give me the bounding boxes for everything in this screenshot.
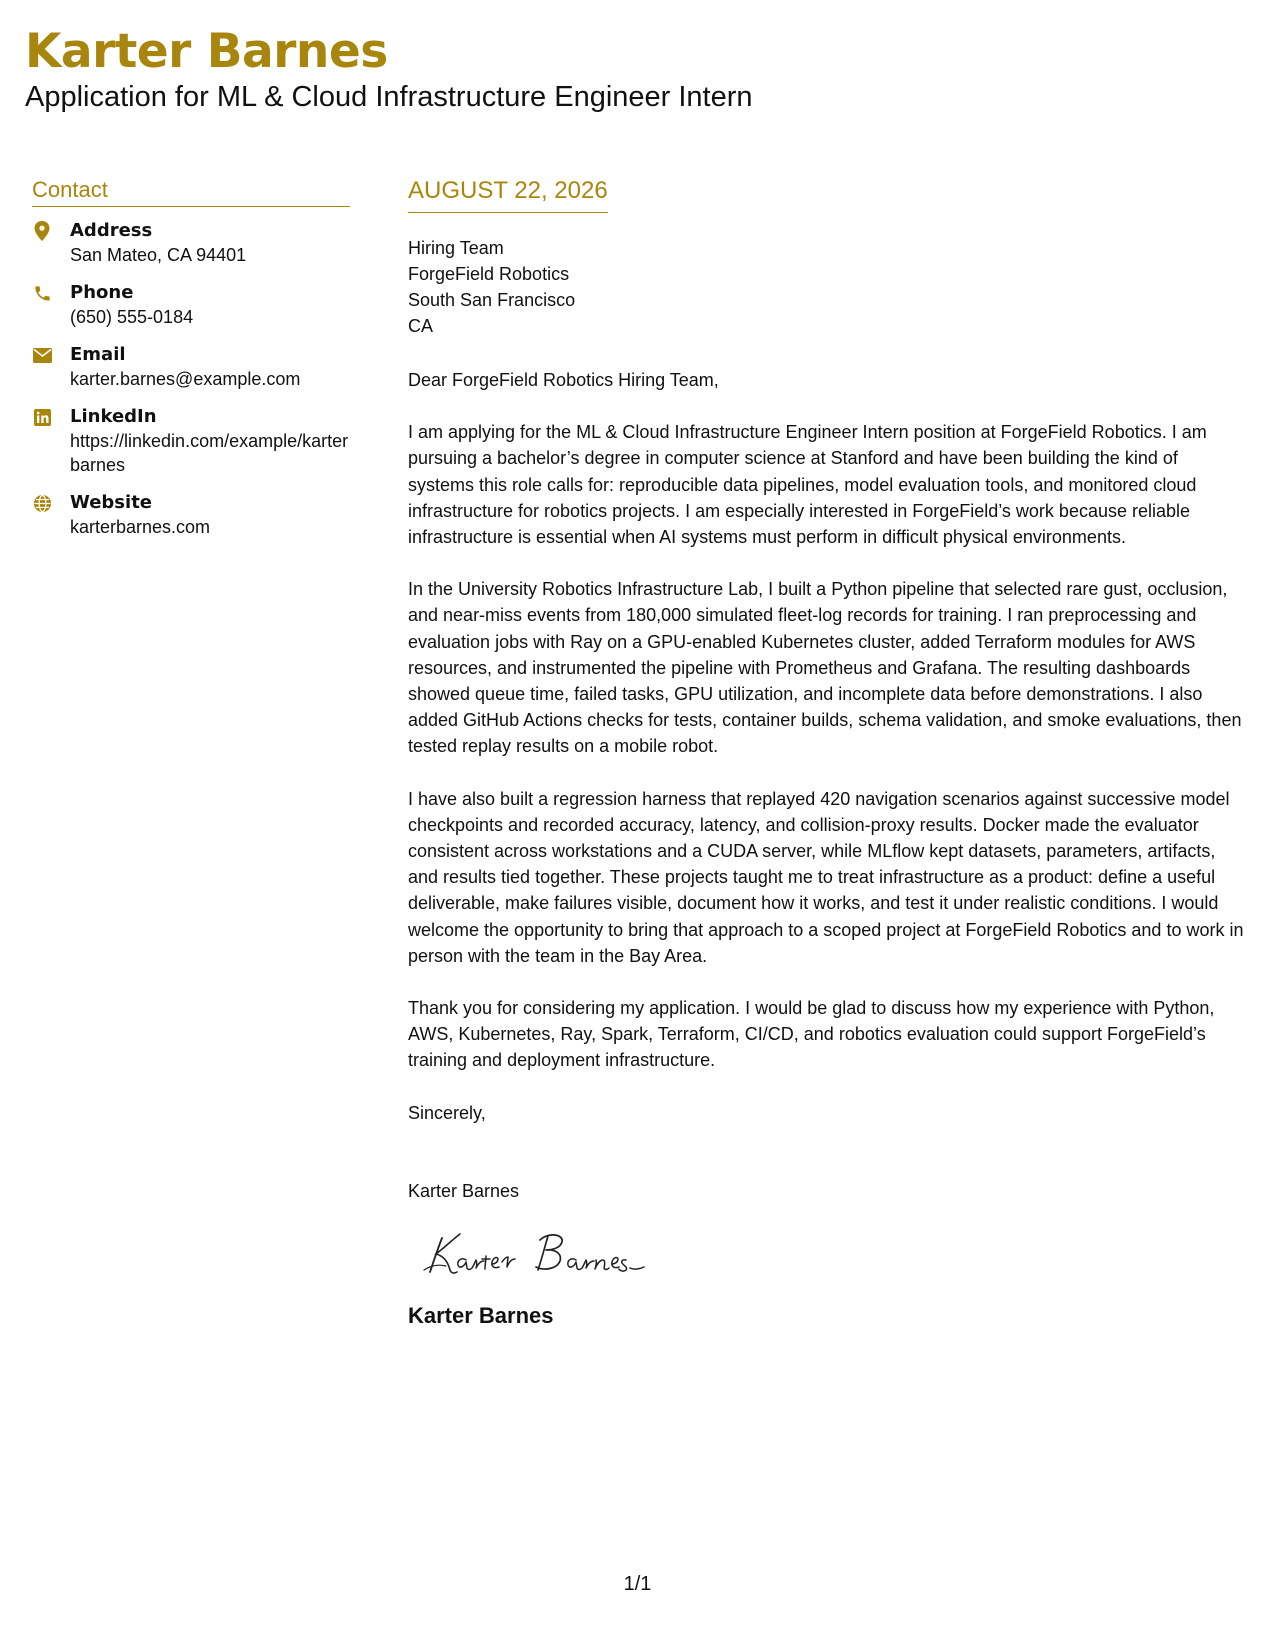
contact-value: karter.barnes@example.com xyxy=(70,369,301,389)
contact-email xyxy=(32,343,352,391)
phone-icon xyxy=(32,283,52,303)
handwritten-signature xyxy=(420,1226,670,1282)
contact-website xyxy=(32,491,352,539)
letter-header xyxy=(25,24,753,114)
contact-value: San Mateo, CA 94401 xyxy=(70,245,247,265)
envelope-icon xyxy=(32,345,52,365)
paragraph-harness: I have also built a regression harness that replayed 420 navigation scenarios against successive model checkpoints and recorded accuracy, latency, and collision-proxy results. Docker made the evaluator consistent across workstations and a CUDA server, while MLflow kept datasets, parameters, artifacts, and results tied together. These projects taught me to treat infrastructure as a product: define a useful deliverable, make failures visible, document how it works, and test it under realistic conditions. I would welcome the opportunity to bring that approach to a scoped project at ForgeField Robotics and to work in person with the team in the Bay Area. xyxy=(408,788,1244,966)
closing: Sincerely, xyxy=(408,1102,486,1123)
paragraph-intro: I am applying for the ML & Cloud Infrastructure Engineer Intern position at ForgeField Robotics. I am pursuing a bachelor’s degree in computer science at Stanford and have been building the kind of systems this role calls for: reproducible data pipelines, model evaluation tools, and monitored cloud infrastructure for robotics projects. I am especially interested in ForgeField’s work because reliable infrastructure is essential when AI systems must perform in difficult physical environments. xyxy=(408,422,1207,548)
recipient-line: South San Francisco xyxy=(408,290,576,310)
applicant-name: Karter Barnes xyxy=(25,24,388,79)
recipient-block xyxy=(408,235,1248,339)
contact-list xyxy=(32,219,352,539)
paragraph-thanks: Thank you for considering my application. I would be glad to discuss how my experience with Python, AWS, Kubernetes, Ray, Spark, Terraform, CI/CD, and robotics evaluation could support ForgeField’s training and deployment infrastructure. xyxy=(408,998,1215,1071)
contact-label: Website xyxy=(70,492,153,513)
contact-linkedin xyxy=(32,405,352,477)
contact-value: (650) 555-0184 xyxy=(70,307,194,327)
page-number: 1/1 xyxy=(623,1573,652,1595)
letter-date: AUGUST 22, 2026 xyxy=(408,176,608,213)
contact-label: LinkedIn xyxy=(70,406,157,427)
contact-sidebar xyxy=(32,176,352,553)
contact-heading: Contact xyxy=(32,176,350,207)
linkedin-icon xyxy=(32,407,52,427)
contact-label: Phone xyxy=(70,282,134,303)
paragraph-lab: In the University Robotics Infrastructure Lab, I built a Python pipeline that selected rare gust, occlusion, and near-miss events from 180,000 simulated fleet-log records for training. I ran preprocessing and evaluation jobs with Ray on a GPU-enabled Kubernetes cluster, added Terraform modules for AWS resources, and instrumented the pipeline with Prometheus and Grafana. The resulting dashboards showed queue time, failed tasks, GPU utilization, and incomplete data before demonstrations. I also added GitHub Actions checks for tests, container builds, schema validation, and smoke evaluations, then tested replay results on a mobile robot. xyxy=(408,579,1242,757)
website-link[interactable]: karterbarnes.com xyxy=(70,517,211,537)
letter-body xyxy=(408,176,1248,1330)
recipient-line: Hiring Team xyxy=(408,238,504,258)
greeting: Dear ForgeField Robotics Hiring Team, xyxy=(408,370,719,390)
map-pin-icon xyxy=(32,221,52,241)
contact-phone xyxy=(32,281,352,329)
application-subtitle: Application for ML & Cloud Infrastructure Engineer Intern xyxy=(25,81,753,113)
linkedin-link[interactable]: https://linkedin.com/example/karterbarnes xyxy=(70,431,349,475)
contact-label: Address xyxy=(70,220,153,241)
signature-name: Karter Barnes xyxy=(408,1303,554,1329)
contact-label: Email xyxy=(70,344,126,365)
recipient-line: CA xyxy=(408,316,434,336)
contact-address xyxy=(32,219,352,267)
typed-name: Karter Barnes xyxy=(408,1180,520,1201)
globe-icon xyxy=(32,493,52,513)
recipient-line: ForgeField Robotics xyxy=(408,264,570,284)
